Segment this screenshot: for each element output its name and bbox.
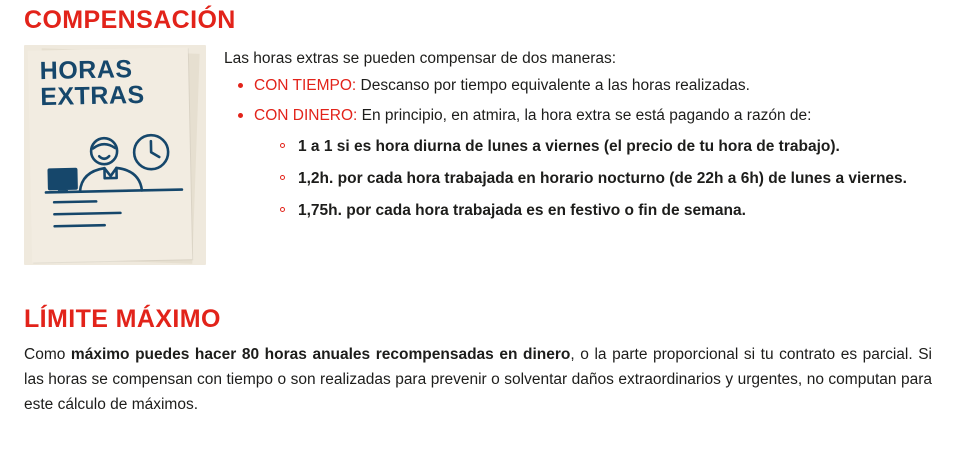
illustration-title: [39, 56, 144, 111]
limite-maximo-paragraph: [24, 342, 942, 417]
horas-extras-illustration: [24, 45, 206, 265]
list-item: 1,2h. por cada hora trabajada en horario nocturno (de 22h a 6h) de lunes a viernes.: [280, 167, 942, 190]
list-item: [238, 104, 942, 222]
worker-at-desk-icon: [33, 127, 196, 260]
compensacion-text-column: [206, 45, 942, 232]
illustration-title-line1: HORAS: [39, 54, 133, 85]
limite-maximo-heading: LÍMITE MÁXIMO: [24, 304, 221, 333]
list-item: [238, 74, 942, 97]
illustration-title-line2: EXTRAS: [39, 80, 145, 112]
bullet-label-con-dinero: CON DINERO:: [254, 107, 358, 125]
bullet-text-con-tiempo: Descanso por tiempo equivalente a las horas realizadas.: [360, 77, 750, 94]
list-item: 1 a 1 si es hora diurna de lunes a viernes (el precio de tu hora de trabajo).: [280, 135, 942, 158]
limite-paragraph-end: , o la parte proporcional si tu contrato es parcial. Si las horas se compensan con tiempo o son realizadas para prevenir o solventar daños extraordinarios y urgentes, no computan para este cálculo de máximos.: [24, 345, 933, 413]
compensacion-lead: Las horas extras se pueden compensar de dos maneras:: [224, 49, 617, 67]
bullet-text-con-dinero: En principio, en atmira, la hora extra se está pagando a razón de:: [361, 107, 812, 125]
compensacion-heading: COMPENSACIÓN: [24, 6, 236, 34]
limite-paragraph-strong: máximo puedes hacer 80 horas anuales recompensadas en dinero: [70, 345, 571, 363]
list-item: 1,75h. por cada hora trabajada es en festivo o fin de semana.: [280, 199, 942, 222]
compensacion-subbullet-list: [254, 135, 942, 223]
compensacion-block: [24, 45, 942, 265]
compensacion-bullet-list: [224, 74, 942, 222]
bullet-label-con-tiempo: CON TIEMPO:: [254, 77, 357, 94]
limite-paragraph-start: Como: [24, 345, 71, 363]
